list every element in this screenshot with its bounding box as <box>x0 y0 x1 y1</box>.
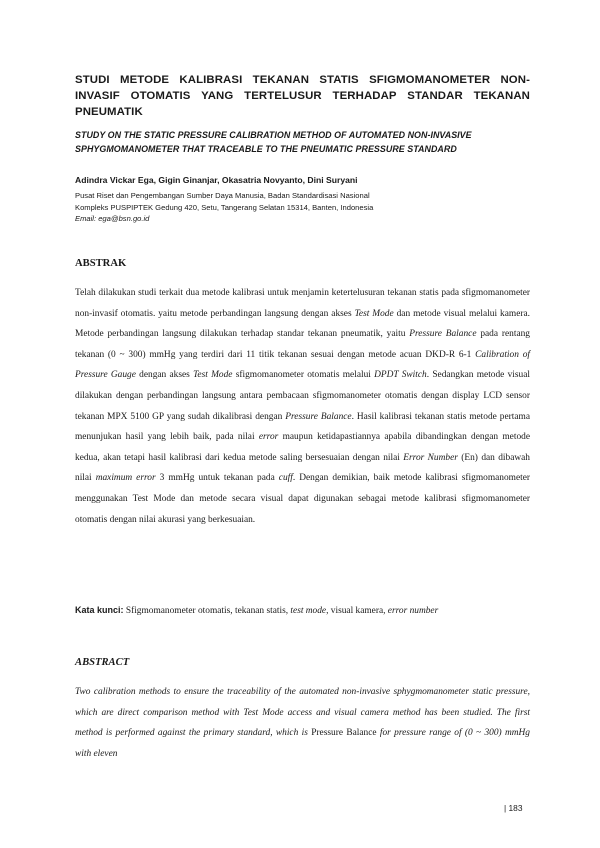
keywords <box>75 603 530 618</box>
paper-subtitle-english: STUDY ON THE STATIC PRESSURE CALIBRATION METHOD OF AUTOMATED NON-INVASIVE SPHYGMOMANOMETER THAT TRACEABLE TO THE PNEUMATIC PRESSURE STANDARD <box>75 130 472 154</box>
abstrak-heading: ABSTRAK <box>75 258 127 269</box>
text-run: Calibration of Pressure Gauge <box>75 349 530 381</box>
author-email: Email: ega@bsn.go.id <box>75 214 150 223</box>
text-run: 3 mmHg untuk tekanan pada <box>155 473 279 484</box>
text-run: maupun ketidapastiannya apabila dibandingkan dengan metode kedua, akan tetapi hasil kalibrasi dari kedua metode saling bersesuaian dengan nilai <box>75 432 530 463</box>
affiliation-address: Kompleks PUSPIPTEK Gedung 420, Setu, Tangerang Selatan 15314, Banten, Indonesia <box>75 202 374 212</box>
text-run: Pressure Balance <box>285 411 352 422</box>
keywords-list <box>124 606 439 616</box>
text-run: test mode <box>290 606 327 616</box>
text-run: Sfigmomanometer otomatis, tekanan statis, <box>123 606 291 616</box>
text-run: for pressure range of (0 ~ 300) mmHg with eleven <box>75 728 530 759</box>
text-run: . Hasil kalibrasi tekanan statis metode pertama menunjukan hasil yang lebih baik, pada nilai <box>75 411 530 443</box>
text-run: Pressure Balance <box>409 329 477 340</box>
author-list: Adindra Vickar Ega, Gigin Ginanjar, Okasatria Novyanto, Dini Suryani <box>75 175 358 185</box>
page-number: | 183 <box>504 803 523 813</box>
text-run: dengan akses <box>135 370 194 381</box>
paper-title: STUDI METODE KALIBRASI TEKANAN STATIS SFIGMOMANOMETER NON-INVASIF OTOMATIS YANG TERTELUSUR TERHADAP STANDAR TEKANAN PNEUMATIK <box>75 74 530 118</box>
text-run: cuff <box>278 473 293 484</box>
keywords-label: Kata kunci: <box>75 605 124 615</box>
text-run: Two calibration methods to ensure the traceability of the automated non-invasive sphygmomanometer static pressure, which are direct comparison method with Test Mode access and visual camera method has been studied. The first method is performed against the primary standard, which is <box>75 687 530 739</box>
text-run: error <box>258 432 279 443</box>
text-run: pada rentang tekanan (0 ~ 300) mmHg yang terdiri dari 11 titik tekanan sesuai dengan metode acuan DKD-R 6-1 <box>75 329 530 360</box>
abstract-body <box>75 682 530 764</box>
text-run: Test Mode <box>193 370 233 381</box>
text-run: Pressure Balance <box>311 728 377 739</box>
text-run: , visual kamera, <box>326 606 388 616</box>
abstract-heading: ABSTRACT <box>75 657 130 668</box>
affiliation-line: Pusat Riset dan Pengembangan Sumber Daya Manusia, Badan Standardisasi Nasional <box>75 191 370 200</box>
text-run: dan metode visual melalui kamera. Metode perbandingan langsung dilakukan terhadap standar tekanan pneumatik, yaitu <box>75 308 530 340</box>
abstrak-body <box>75 283 530 530</box>
text-run: DPDT Switch <box>374 370 427 381</box>
text-run: Error Number <box>403 452 458 463</box>
text-run: Telah dilakukan studi terkait dua metode kalibrasi untuk menjamin ketertelusuran tekanan statis pada sfigmomanometer non-invasif otomatis. yaitu metode perbandingan langsung dengan akses <box>75 288 530 319</box>
text-run: error number <box>387 606 439 616</box>
text-run: . Dengan demikian, baik metode kalibrasi sfigmomanometer menggunakan Test Mode dan metode secara visual dapat digunakan sebagai metode kalibrasi sfigmomanometer otomatis dengan nilai akurasi yang berkesuaian. <box>75 473 530 525</box>
text-run: . Sedangkan metode visual dilakukan dengan perbandingan langsung antara pembacaan sfigmomanometer otomatis dengan display LCD sensor tekanan MPX 5100 GP yang sudah dikalibrasi dengan <box>75 370 530 422</box>
text-run: maximum error <box>95 473 156 484</box>
text-run: Test Mode <box>354 308 394 319</box>
text-run: sfigmomanometer otomatis melalui <box>232 370 375 381</box>
text-run: (En) dan dibawah nilai <box>75 452 530 484</box>
affiliation-block <box>75 190 373 225</box>
